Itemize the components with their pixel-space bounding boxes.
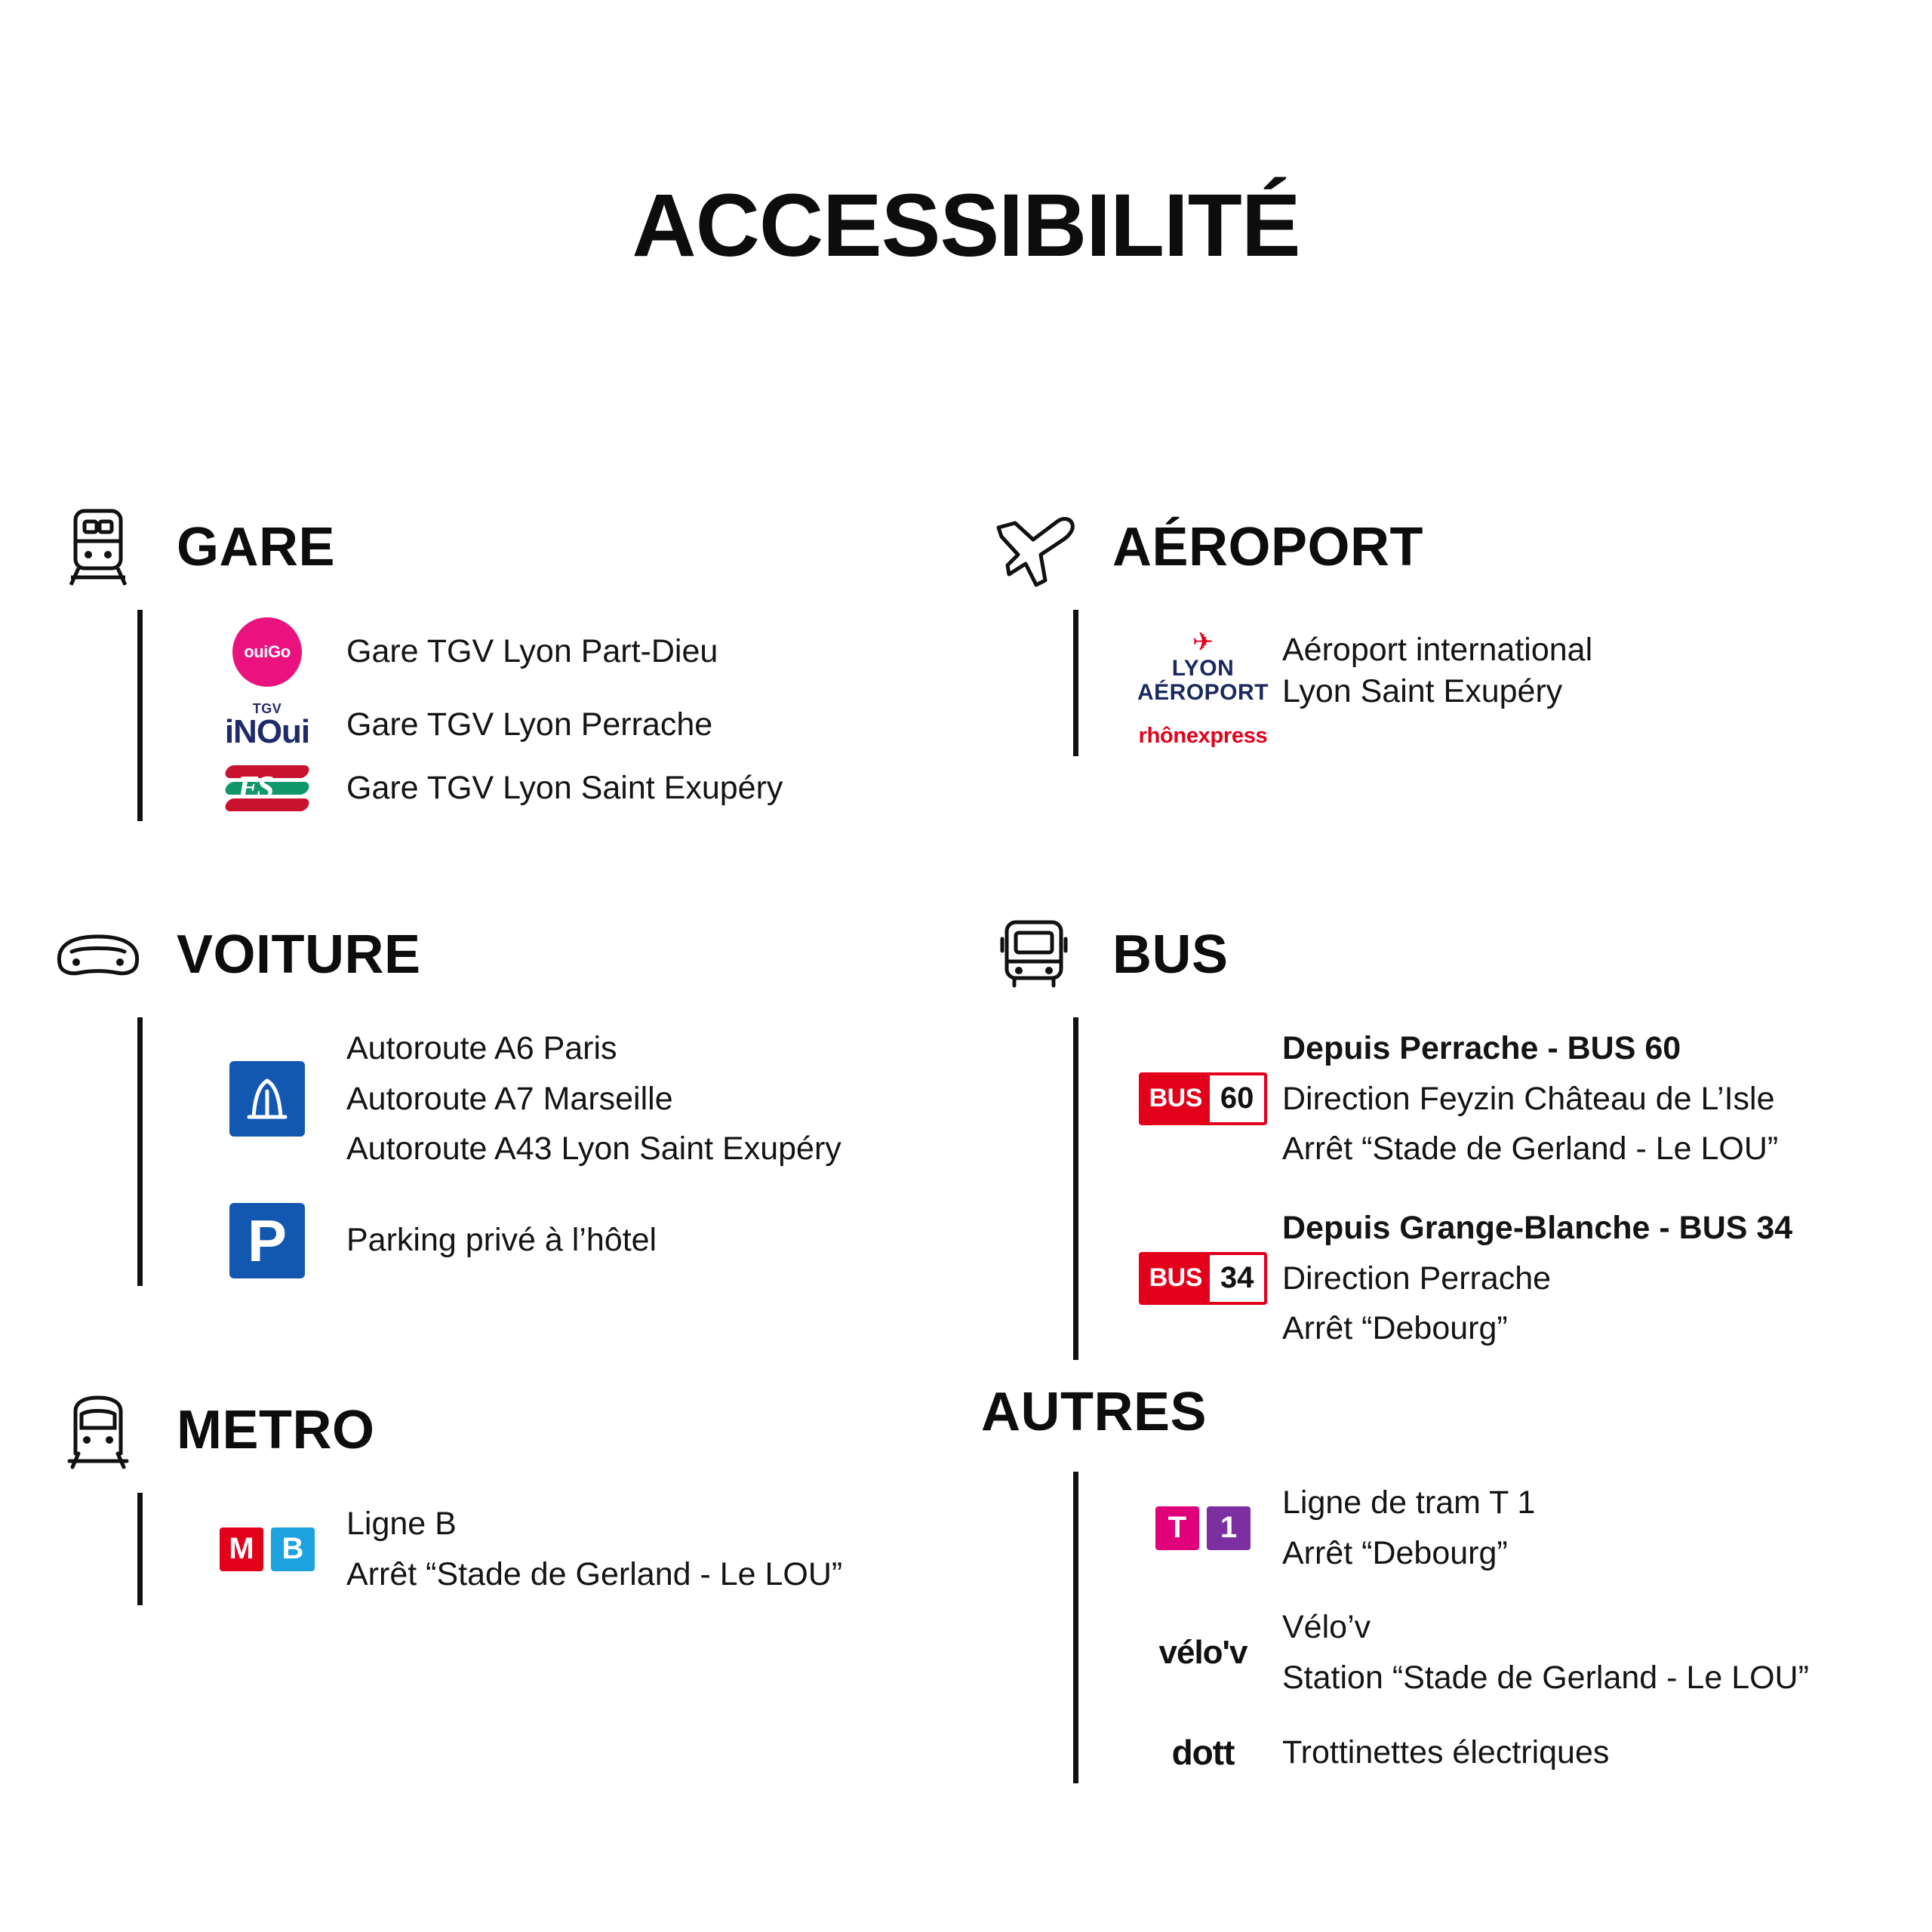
page-title: ACCESSIBILITÉ (632, 176, 1300, 275)
tram-number: 1 (1207, 1506, 1251, 1550)
car-icon (45, 906, 151, 1004)
aeroport-line-1: Aéroport international (1282, 632, 1593, 668)
autres-title: AUTRES (981, 1382, 1208, 1442)
velov-logo (1124, 1634, 1282, 1672)
list-item (1078, 1180, 1902, 1360)
dott-logo-text: dott (1171, 1732, 1235, 1772)
metro-line-2: Arrêt “Stade de Gerland - Le LOU” (346, 1555, 843, 1592)
tgv-label: TGV (252, 701, 282, 716)
list-item (1078, 1472, 1902, 1584)
bus-title: BUS (1112, 924, 1229, 985)
bus-34-lines (1282, 1203, 1792, 1354)
tram-line-2: Arrêt “Debourg” (1282, 1534, 1508, 1571)
train-icon (45, 498, 151, 596)
tram-t1-badge (1124, 1506, 1282, 1550)
metro-lines (346, 1499, 842, 1599)
ouigo-badge-text: ouiGo (232, 617, 302, 687)
bus-34-line-2: Arrêt “Debourg” (1282, 1310, 1508, 1347)
section-aeroport (981, 498, 1887, 756)
metro-line-letter: B (271, 1527, 315, 1571)
gare-list (137, 610, 951, 821)
tgv-inoui-logo (188, 702, 346, 749)
voiture-header (45, 906, 951, 1004)
list-item (1078, 1709, 1902, 1784)
list-item (1078, 1017, 1902, 1180)
lyon-label: LYON (1171, 656, 1235, 681)
parking-letter: P (229, 1203, 305, 1278)
list-item-label: Gare TGV Lyon Saint Exupéry (346, 770, 783, 807)
bus-34-title: Depuis Grange-Blanche - BUS 34 (1282, 1209, 1793, 1246)
list-item (143, 1493, 951, 1605)
aeroport-line-2: Lyon Saint Exupéry (1282, 673, 1563, 710)
bus-label: BUS (1142, 1075, 1210, 1122)
metro-header (45, 1381, 951, 1479)
bus-60-title: Depuis Perrache - BUS 60 (1282, 1030, 1681, 1066)
list-item (143, 1017, 951, 1180)
gare-header (45, 498, 951, 596)
plane-mark-icon: ✈ (1192, 628, 1214, 657)
aeroport-header (981, 498, 1887, 596)
bus-60-line-2: Arrêt “Stade de Gerland - Le LOU” (1282, 1131, 1779, 1168)
airplane-icon (981, 498, 1087, 596)
tram-lines (1282, 1478, 1535, 1578)
parking-sign-icon (188, 1203, 346, 1278)
velov-lines (1282, 1602, 1809, 1703)
autoroute-sign-icon (188, 1061, 346, 1137)
list-item (143, 1180, 951, 1286)
metro-m-letter: M (220, 1527, 263, 1571)
velov-line-2: Station “Stade de Gerland - Le LOU” (1282, 1659, 1809, 1696)
autoroute-line-3: Autoroute A43 Lyon Saint Exupéry (346, 1131, 841, 1168)
section-metro (45, 1381, 951, 1605)
bus-34-badge (1124, 1252, 1282, 1305)
aeroport-label: AÉROPORT (1137, 679, 1269, 705)
list-item (143, 756, 951, 821)
tram-line-1: Ligne de tram T 1 (1282, 1484, 1536, 1521)
inoui-label: iNOui (224, 713, 310, 750)
velov-line-1: Vélo’v (1282, 1609, 1371, 1646)
bus-60-badge (1124, 1072, 1282, 1125)
bus-60-lines (1282, 1023, 1778, 1174)
rhonexpress-logo: rhônexpress (1138, 724, 1268, 748)
bus-list (1073, 1017, 1902, 1360)
autres-header (981, 1381, 1902, 1443)
autres-list (1073, 1472, 1902, 1783)
bus-number: 34 (1220, 1261, 1254, 1295)
section-gare (45, 498, 951, 821)
dott-lines (1282, 1727, 1609, 1778)
gare-title: GARE (177, 517, 336, 577)
list-item (1078, 1584, 1902, 1709)
bus-icon (981, 906, 1087, 1004)
bus-number: 60 (1220, 1081, 1254, 1115)
bus-label: BUS (1142, 1255, 1210, 1302)
lyon-aeroport-logo (1124, 629, 1282, 749)
section-voiture (45, 906, 951, 1286)
list-item (143, 694, 951, 756)
list-item (143, 610, 951, 694)
section-bus (981, 906, 1902, 1360)
autoroute-line-2: Autoroute A7 Marseille (346, 1080, 673, 1117)
dott-line-1: Trottinettes électriques (1282, 1734, 1610, 1770)
list-item-label: Parking privé à l’hôtel (346, 1222, 657, 1259)
ouigo-logo (188, 617, 346, 687)
voiture-list (137, 1017, 951, 1286)
autoroute-lines (346, 1023, 841, 1174)
tram-t-letter: T (1155, 1506, 1199, 1550)
bus-60-line-1: Direction Feyzin Château de L’Isle (1282, 1080, 1775, 1117)
trenitalia-logo (188, 764, 346, 814)
list-item-label: Gare TGV Lyon Part-Dieu (346, 633, 718, 670)
metro-icon (45, 1381, 151, 1479)
aeroport-title: AÉROPORT (1112, 517, 1424, 577)
voiture-title: VOITURE (177, 924, 421, 985)
bus-header (981, 906, 1902, 1004)
list-item-label: Gare TGV Lyon Perrache (346, 706, 713, 743)
fs-label: FS (238, 771, 272, 805)
metro-title: METRO (177, 1400, 375, 1460)
autoroute-line-1: Autoroute A6 Paris (346, 1030, 617, 1066)
metro-list (137, 1493, 951, 1605)
velov-logo-text: vélo'v (1158, 1633, 1247, 1671)
aeroport-list (1073, 610, 1887, 756)
list-item-label (1282, 629, 1592, 712)
metro-line-badge (188, 1527, 346, 1571)
bus-34-line-1: Direction Perrache (1282, 1260, 1552, 1297)
metro-line-1: Ligne B (346, 1506, 457, 1542)
dott-logo (1124, 1732, 1282, 1773)
section-autres (981, 1381, 1902, 1783)
list-item (1078, 610, 1887, 756)
